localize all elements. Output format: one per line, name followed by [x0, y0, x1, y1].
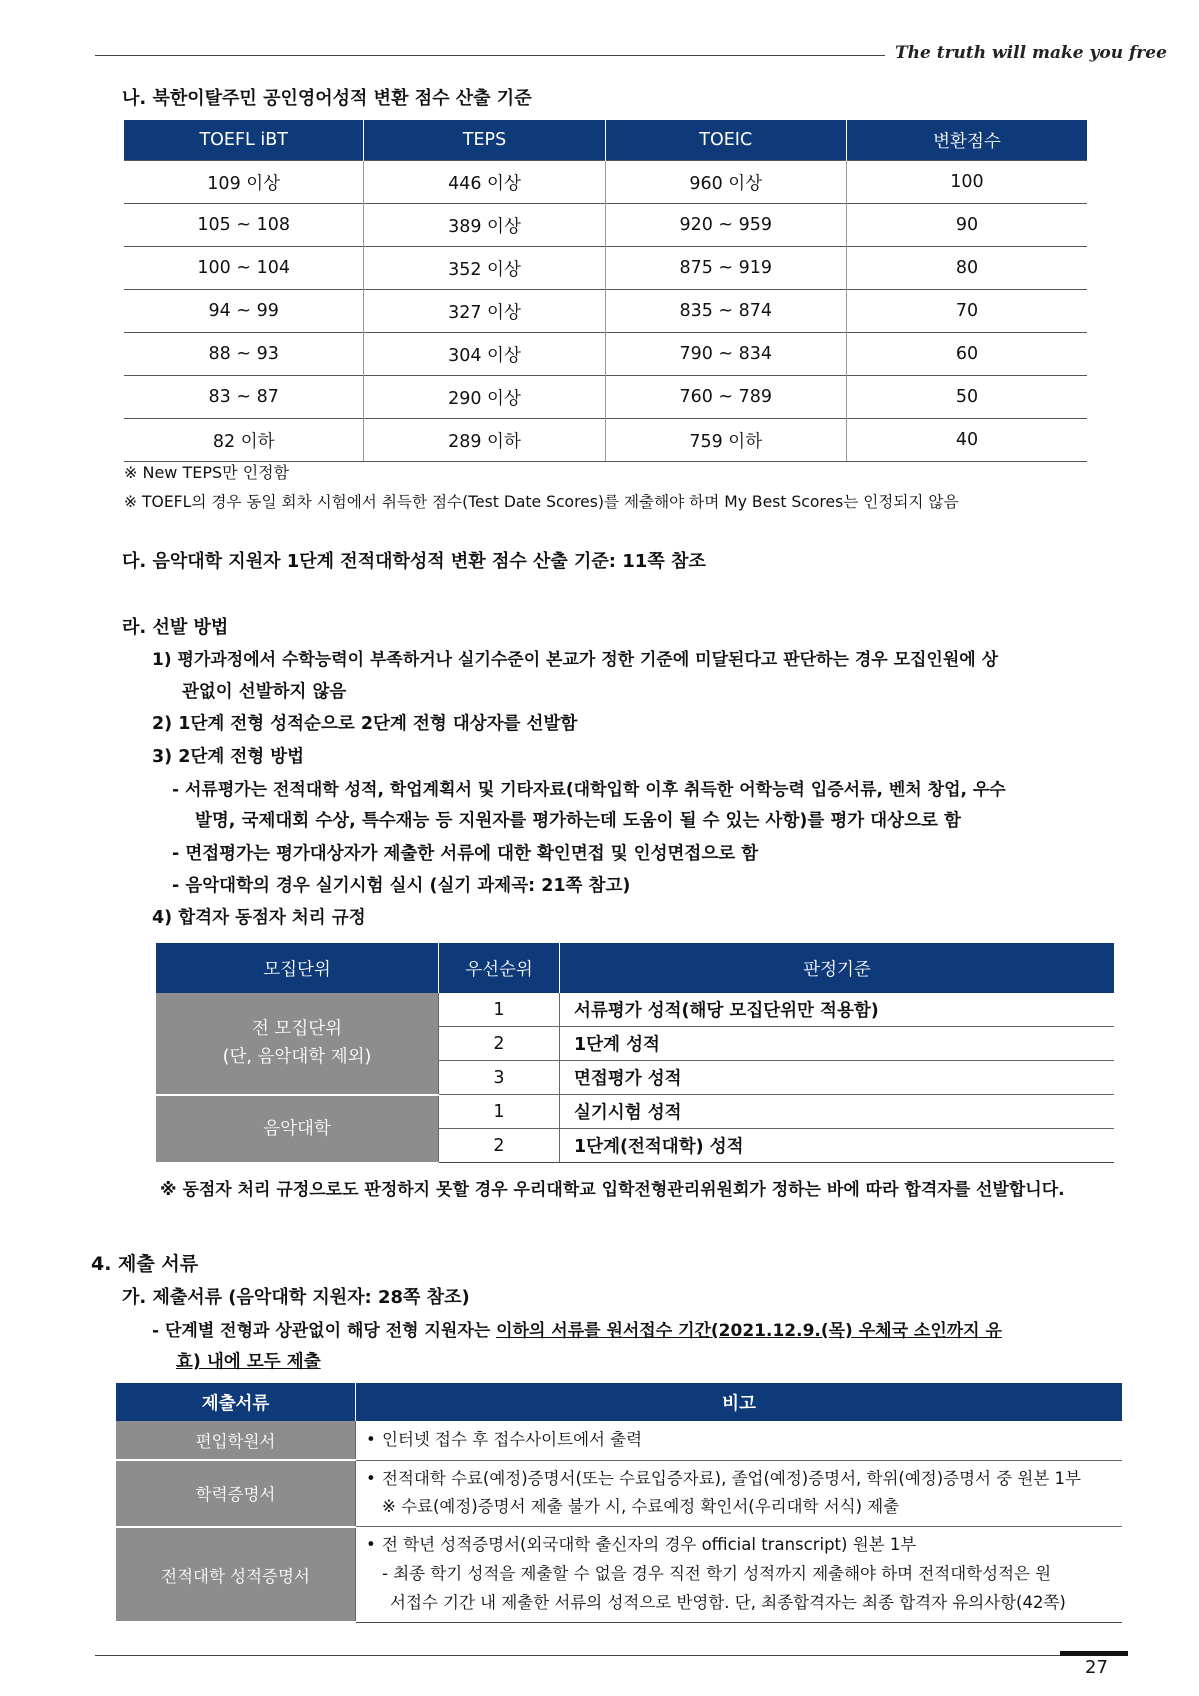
selection-item-3-sub3: - 음악대학의 경우 실기시험 실시 (실기 과제곡: 21쪽 참고) [172, 876, 631, 896]
table-cell: 289 이하 [364, 419, 605, 462]
english-score-table [124, 120, 1087, 462]
priority-cell: 3 [439, 1061, 560, 1095]
col-header-converted: 변환점수 [846, 120, 1087, 161]
submission-line-2: 효) 내에 모두 제출 [176, 1352, 321, 1372]
table-cell: 109 이상 [124, 161, 364, 204]
footer-accent [1060, 1651, 1128, 1656]
col-header-document: 제출서류 [116, 1383, 356, 1421]
col-header-toeic: TOEIC [605, 120, 846, 161]
table-cell: 759 이하 [605, 419, 846, 462]
table-cell: 82 이하 [124, 419, 364, 462]
table-cell: 88 ~ 93 [124, 333, 364, 376]
selection-item-3-sub1: - 서류평가는 전적대학 성적, 학업계획서 및 기타자료(대학입학 이후 취득한 어학능력 입증서류, 벤처 창업, 우수 [172, 780, 1006, 800]
table-cell: 80 [846, 247, 1087, 290]
table-row [124, 204, 1087, 247]
page-number: 27 [1085, 1657, 1108, 1678]
doc-remark-line: - 최종 학기 성적을 제출할 수 없을 경우 직전 학기 성적까지 제출해야 하며 전적대학성적은 원 [382, 1564, 1052, 1584]
doc-remark-line: 인터넷 접수 후 접수사이트에서 출력 [382, 1429, 643, 1449]
table-cell: 446 이상 [364, 161, 605, 204]
table-cell: 352 이상 [364, 247, 605, 290]
table-cell: 835 ~ 874 [605, 290, 846, 333]
section-ra-title: 라. 선발 방법 [122, 617, 229, 638]
section-4-title: 4. 제출 서류 [91, 1253, 199, 1275]
criteria-cell: 1단계(전적대학) 성적 [560, 1129, 1115, 1163]
priority-cell: 2 [439, 1027, 560, 1061]
doc-remark-cell [356, 1460, 1123, 1527]
header-motto: The truth will make you free [895, 43, 1167, 63]
tie-break-table [156, 943, 1114, 1164]
table-row [156, 993, 1114, 1027]
table-row [124, 333, 1087, 376]
table-cell: 100 ~ 104 [124, 247, 364, 290]
table-cell: 94 ~ 99 [124, 290, 364, 333]
criteria-cell: 실기시험 성적 [560, 1095, 1115, 1129]
selection-item-1: 1) 평가과정에서 수학능력이 부족하거나 실기수준이 본교가 정한 기준에 미달된다고 판단하는 경우 모집인원에 상 [152, 650, 999, 670]
table-cell: 760 ~ 789 [605, 376, 846, 419]
doc-remark-line: ※ 수료(예정)증명서 제출 불가 시, 수료예정 확인서(우리대학 서식) 제출 [382, 1497, 900, 1517]
col-header-criteria: 판정기준 [560, 943, 1115, 993]
table-cell: 50 [846, 376, 1087, 419]
table-cell: 960 이상 [605, 161, 846, 204]
table-row [116, 1460, 1122, 1527]
table-cell: 290 이상 [364, 376, 605, 419]
criteria-cell: 서류평가 성적(해당 모집단위만 적용함) [560, 993, 1115, 1027]
doc-name-cell: 학력증명서 [116, 1460, 356, 1527]
criteria-cell: 면접평가 성적 [560, 1061, 1115, 1095]
priority-cell: 1 [439, 1095, 560, 1129]
table-cell: 83 ~ 87 [124, 376, 364, 419]
col-header-priority: 우선순위 [439, 943, 560, 993]
selection-item-1-cont: 관없이 선발하지 않음 [182, 682, 347, 702]
priority-cell: 2 [439, 1129, 560, 1163]
col-header-teps: TEPS [364, 120, 605, 161]
selection-item-3-sub1-cont: 발명, 국제대회 수상, 특수재능 등 지원자를 평가하는데 도움이 될 수 있는 사항)를 평가 대상으로 함 [195, 811, 961, 831]
table-row [116, 1421, 1122, 1460]
criteria-cell: 1단계 성적 [560, 1027, 1115, 1061]
table-cell: 40 [846, 419, 1087, 462]
table-cell: 60 [846, 333, 1087, 376]
header-rule [95, 55, 885, 56]
unit-all [156, 993, 439, 1095]
bullet: • [366, 1535, 376, 1555]
submission-deadline-text: 이하의 서류를 원서접수 기간(2021.12.9.(목) 우체국 소인까지 유 [496, 1321, 1002, 1341]
table-cell: 389 이상 [364, 204, 605, 247]
submission-line-1 [152, 1316, 1002, 1341]
col-header-remarks: 비고 [356, 1383, 1123, 1421]
section-da-title: 다. 음악대학 지원자 1단계 전적대학성적 변환 점수 산출 기준: 11쪽 참조 [122, 551, 706, 572]
unit-music: 음악대학 [156, 1095, 439, 1163]
table-row [124, 247, 1087, 290]
doc-remark-line: 전 학년 성적증명서(외국대학 출신자의 경우 official transcript) 원본 1부 [382, 1535, 917, 1555]
unit-all-line1: 전 모집단위 [251, 1019, 343, 1040]
unit-all-line2: (단, 음악대학 제외) [222, 1047, 372, 1068]
table-cell: 920 ~ 959 [605, 204, 846, 247]
table-row [124, 161, 1087, 204]
doc-remark-cell [356, 1421, 1123, 1460]
table-cell: 100 [846, 161, 1087, 204]
note-toefl-scores: ※ TOEFL의 경우 동일 회차 시험에서 취득한 점수(Test Date Scores)를 제출해야 하며 My Best Scores는 인정되지 않음 [124, 493, 959, 511]
documents-table [116, 1383, 1122, 1623]
table-row [124, 419, 1087, 462]
tie-break-note: ※ 동점자 처리 규정으로도 판정하지 못할 경우 우리대학교 입학전형관리위원회가 정하는 바에 따라 합격자를 선발합니다. [160, 1180, 1065, 1200]
table-cell: 105 ~ 108 [124, 204, 364, 247]
table-row [116, 1527, 1122, 1623]
submission-line-1-text: - 단계별 전형과 상관없이 해당 전형 지원자는 [152, 1321, 497, 1341]
doc-remark-cell [356, 1527, 1123, 1623]
doc-name-cell: 전적대학 성적증명서 [116, 1527, 356, 1623]
doc-name-cell: 편입학원서 [116, 1421, 356, 1460]
footer-rule [95, 1655, 1125, 1656]
bullet: • [366, 1468, 376, 1488]
section-na-title: 나. 북한이탈주민 공인영어성적 변환 점수 산출 기준 [122, 88, 532, 109]
note-new-teps: ※ New TEPS만 인정함 [124, 463, 290, 482]
table-row [156, 1095, 1114, 1129]
doc-remark-line: 전적대학 수료(예정)증명서(또는 수료입증자료), 졸업(예정)증명서, 학위(예정)증명서 중 원본 1부 [382, 1468, 1081, 1488]
col-header-unit: 모집단위 [156, 943, 439, 993]
table-cell: 790 ~ 834 [605, 333, 846, 376]
selection-item-2: 2) 1단계 전형 성적순으로 2단계 전형 대상자를 선발함 [152, 714, 578, 734]
selection-item-3: 3) 2단계 전형 방법 [152, 747, 305, 767]
selection-item-3-sub2: - 면접평가는 평가대상자가 제출한 서류에 대한 확인면접 및 인성면접으로 함 [172, 844, 759, 864]
table-cell: 304 이상 [364, 333, 605, 376]
bullet: • [366, 1429, 376, 1449]
selection-item-4: 4) 합격자 동점자 처리 규정 [152, 908, 366, 928]
col-header-toefl: TOEFL iBT [124, 120, 364, 161]
table-cell: 875 ~ 919 [605, 247, 846, 290]
table-cell: 327 이상 [364, 290, 605, 333]
table-cell: 90 [846, 204, 1087, 247]
table-cell: 70 [846, 290, 1087, 333]
table-row [124, 376, 1087, 419]
section-4-subtitle: 가. 제출서류 (음악대학 지원자: 28쪽 참조) [122, 1287, 470, 1308]
table-row [124, 290, 1087, 333]
doc-remark-line: 서접수 기간 내 제출한 서류의 성적으로 반영함. 단, 최종합격자는 최종 합격자 유의사항(42쪽) [390, 1593, 1066, 1612]
priority-cell: 1 [439, 993, 560, 1027]
